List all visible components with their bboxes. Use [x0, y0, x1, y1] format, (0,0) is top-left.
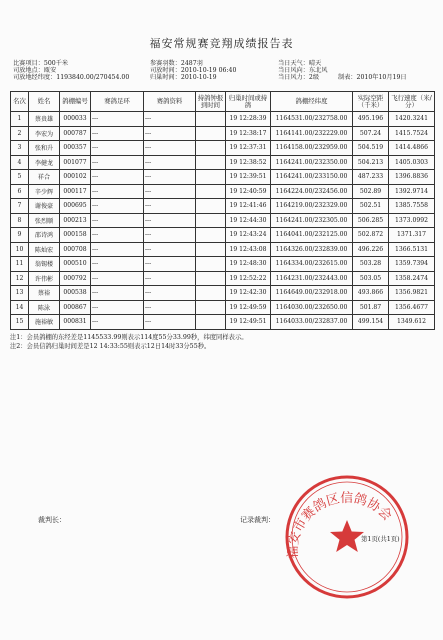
column-header: 实际空距（千米） [353, 92, 389, 112]
rank-cell: 13 [11, 286, 29, 301]
chief-judge-label: 裁判长： [38, 516, 66, 524]
speed-cell: 1356.9821 [389, 286, 435, 301]
speed-cell: 1420.3241 [389, 112, 435, 127]
loft-number-cell: 000538 [60, 286, 91, 301]
loft-number-cell: 000831 [60, 315, 91, 330]
rank-cell: 3 [11, 141, 29, 156]
ring-cell: --- [91, 286, 144, 301]
bird-info-cell: --- [144, 228, 196, 243]
arrival-time-cell: 19 12:42:30 [226, 286, 271, 301]
arrival-time-cell: 19 12:38:17 [226, 126, 271, 141]
loft-number-cell: 000102 [60, 170, 91, 185]
loft-number-cell: 000213 [60, 213, 91, 228]
bird-info-cell: --- [144, 112, 196, 127]
clock-time-cell [196, 271, 226, 286]
table-row [11, 300, 435, 315]
loft-coords-cell: 1164241.00/232350.00 [271, 155, 353, 170]
loft-coords-cell: 1164326.00/232839.00 [271, 242, 353, 257]
speed-cell: 1359.7394 [389, 257, 435, 272]
column-header: 飞行速度（米/分） [389, 92, 435, 112]
rank-cell: 15 [11, 315, 29, 330]
name-cell: 张烈顺 [29, 213, 60, 228]
loft-number-cell: 000708 [60, 242, 91, 257]
rank-cell: 8 [11, 213, 29, 228]
speed-cell: 1349.612 [389, 315, 435, 330]
table-row [11, 271, 435, 286]
distance-cell: 487.233 [353, 170, 389, 185]
loft-coords-cell: 1164649.00/232918.00 [271, 286, 353, 301]
table-row [11, 170, 435, 185]
bird-info-cell: --- [144, 126, 196, 141]
name-cell: 邵诗鸿 [29, 228, 60, 243]
name-cell: 许伟彬 [29, 271, 60, 286]
loft-number-cell: 000117 [60, 184, 91, 199]
rank-cell: 1 [11, 112, 29, 127]
loft-number-cell: 000867 [60, 300, 91, 315]
bird-info-cell: --- [144, 286, 196, 301]
name-cell: 辛少辉 [29, 184, 60, 199]
bird-info-cell: --- [144, 213, 196, 228]
clock-time-cell [196, 141, 226, 156]
clock-time-cell [196, 228, 226, 243]
arrival-time-cell: 19 12:49:59 [226, 300, 271, 315]
distance-cell: 507.24 [353, 126, 389, 141]
table-row [11, 126, 435, 141]
arrival-time-cell: 19 12:39:51 [226, 170, 271, 185]
table-row [11, 199, 435, 214]
speed-cell: 1385.7558 [389, 199, 435, 214]
clock-time-cell [196, 315, 226, 330]
clock-time-cell [196, 300, 226, 315]
loft-number-cell: 000158 [60, 228, 91, 243]
name-cell: 李健龙 [29, 155, 60, 170]
arrival-time-cell: 19 12:44:30 [226, 213, 271, 228]
loft-coords-cell: 1164219.00/232329.00 [271, 199, 353, 214]
table-row [11, 141, 435, 156]
distance-cell: 502.51 [353, 199, 389, 214]
report-title: 福安常规赛竞翔成绩报告表 [149, 37, 294, 50]
clock-time-cell [196, 112, 226, 127]
association-seal [272, 462, 422, 612]
table-row [11, 228, 435, 243]
rank-cell: 6 [11, 184, 29, 199]
table-row [11, 242, 435, 257]
distance-cell: 501.87 [353, 300, 389, 315]
distance-cell: 493.866 [353, 286, 389, 301]
arrival-time-cell: 19 12:40:59 [226, 184, 271, 199]
loft-coords-cell: 1164158.00/232959.00 [271, 141, 353, 156]
speed-cell: 1373.0992 [389, 213, 435, 228]
column-header: 持鸽钟报到时间 [196, 92, 226, 112]
bird-info-cell: --- [144, 199, 196, 214]
speed-cell: 1405.0303 [389, 155, 435, 170]
clock-time-cell [196, 184, 226, 199]
page-number: 第1页(共1页) [361, 535, 400, 543]
ring-cell: --- [91, 300, 144, 315]
speed-cell: 1414.4866 [389, 141, 435, 156]
bird-info-cell: --- [144, 300, 196, 315]
clock-time-cell [196, 126, 226, 141]
table-row [11, 184, 435, 199]
speed-cell: 1366.5131 [389, 242, 435, 257]
name-cell: 翁锡楼 [29, 257, 60, 272]
rank-cell: 10 [11, 242, 29, 257]
speed-cell: 1371.317 [389, 228, 435, 243]
distance-cell: 503.05 [353, 271, 389, 286]
arrival-time-cell: 19 12:48:30 [226, 257, 271, 272]
loft-coords-cell: 1164334.00/232615.00 [271, 257, 353, 272]
name-cell: 祥合 [29, 170, 60, 185]
recorder-judge-label: 记录裁判： [240, 516, 275, 524]
arrival-time-cell: 19 12:28:39 [226, 112, 271, 127]
results-body [11, 112, 435, 330]
ring-cell: --- [91, 141, 144, 156]
results-table [10, 91, 435, 330]
wind-direction: 当日风向：东北风 [278, 67, 328, 74]
table-row [11, 286, 435, 301]
loft-coords-cell: 1164241.00/233150.00 [271, 170, 353, 185]
speed-cell: 1356.4677 [389, 300, 435, 315]
loft-number-cell: 000695 [60, 199, 91, 214]
note-line: 注2：会员信鸽归巢时间差是12 14:33:55则表示12日14时33分55秒。 [10, 342, 211, 350]
table-header-row [11, 92, 435, 112]
arrival-time-cell: 19 12:37:31 [226, 141, 271, 156]
ring-cell: --- [91, 184, 144, 199]
clock-time-cell [196, 257, 226, 272]
weather: 当日天气：晴天 [278, 60, 322, 67]
loft-coords-cell: 1164224.00/232456.00 [271, 184, 353, 199]
column-header: 姓名 [29, 92, 60, 112]
speed-cell: 1358.2474 [389, 271, 435, 286]
loft-number-cell: 000357 [60, 141, 91, 156]
ring-cell: --- [91, 112, 144, 127]
speed-cell: 1415.7524 [389, 126, 435, 141]
arrival-time-cell: 19 12:49:51 [226, 315, 271, 330]
column-header: 赛鸽资料 [144, 92, 196, 112]
column-header: 鸽棚经纬度 [271, 92, 353, 112]
table-row [11, 257, 435, 272]
distance-cell: 502.89 [353, 184, 389, 199]
table-row [11, 112, 435, 127]
table-row [11, 213, 435, 228]
clock-time-cell [196, 213, 226, 228]
rank-cell: 9 [11, 228, 29, 243]
ring-cell: --- [91, 271, 144, 286]
loft-number-cell: 000033 [60, 112, 91, 127]
name-cell: 陈灿宏 [29, 242, 60, 257]
column-header: 赛鸽足环 [91, 92, 144, 112]
ring-cell: --- [91, 126, 144, 141]
name-cell: 谢俊豪 [29, 199, 60, 214]
loft-number-cell: 000792 [60, 271, 91, 286]
release-time: 司放时间：2010-10-19 06:40 [150, 67, 237, 74]
clock-time-cell [196, 199, 226, 214]
loft-coords-cell: 1164030.00/232650.00 [271, 300, 353, 315]
loft-coords-cell: 1164231.00/232443.00 [271, 271, 353, 286]
clock-time-cell [196, 155, 226, 170]
rank-cell: 4 [11, 155, 29, 170]
column-header: 名次 [11, 92, 29, 112]
loft-coords-cell: 1164241.00/232305.00 [271, 213, 353, 228]
race-distance: 比赛项目：500千米 [13, 60, 69, 67]
ring-cell: --- [91, 242, 144, 257]
speed-cell: 1396.8836 [389, 170, 435, 185]
rank-cell: 12 [11, 271, 29, 286]
arrival-time-cell: 19 12:52:22 [226, 271, 271, 286]
arrival-time-cell: 19 12:43:08 [226, 242, 271, 257]
loft-coords-cell: 1164033.00/232837.00 [271, 315, 353, 330]
name-cell: 李宏为 [29, 126, 60, 141]
bird-info-cell: --- [144, 271, 196, 286]
column-header: 鸽棚编号 [60, 92, 91, 112]
seal-lettering: 福安市赛鸽区信鸽协会 [285, 491, 395, 559]
table-row [11, 155, 435, 170]
rank-cell: 11 [11, 257, 29, 272]
table-row [11, 315, 435, 330]
name-cell: 施裕敏 [29, 315, 60, 330]
loft-coords-cell: 1164141.00/232229.00 [271, 126, 353, 141]
release-coordinates: 司放地经纬度：1193840.00/270454.00 [13, 74, 130, 81]
distance-cell: 504.213 [353, 155, 389, 170]
distance-cell: 503.28 [353, 257, 389, 272]
release-site: 司放地点：瓯安 [13, 67, 57, 74]
column-header: 归巢时间或持鸽 [226, 92, 271, 112]
bird-info-cell: --- [144, 257, 196, 272]
ring-cell: --- [91, 315, 144, 330]
bird-info-cell: --- [144, 155, 196, 170]
bird-info-cell: --- [144, 184, 196, 199]
arrival-time-cell: 19 12:43:24 [226, 228, 271, 243]
clock-time-cell [196, 170, 226, 185]
bird-info-cell: --- [144, 242, 196, 257]
distance-cell: 495.196 [353, 112, 389, 127]
ring-cell: --- [91, 170, 144, 185]
arrival-time-cell: 19 12:38:52 [226, 155, 271, 170]
loft-coords-cell: 1164041.00/232125.00 [271, 228, 353, 243]
loft-number-cell: 001077 [60, 155, 91, 170]
bird-info-cell: --- [144, 141, 196, 156]
loft-number-cell: 000510 [60, 257, 91, 272]
name-cell: 陈泳 [29, 300, 60, 315]
wind-force: 当日风力：2级 [278, 74, 320, 81]
notes-block [10, 334, 248, 351]
distance-cell: 496.226 [353, 242, 389, 257]
ring-cell: --- [91, 257, 144, 272]
bird-info-cell: --- [144, 170, 196, 185]
bird-info-cell: --- [144, 315, 196, 330]
distance-cell: 499.154 [353, 315, 389, 330]
ring-cell: --- [91, 199, 144, 214]
note-line: 注1：会员鸽棚的东经差是1145533.99则表示114度55分33.99秒，纬度同样表示。 [10, 334, 248, 341]
rank-cell: 2 [11, 126, 29, 141]
entries-count: 参赛羽数：2487羽 [150, 60, 203, 67]
name-cell: 张和升 [29, 141, 60, 156]
rank-cell: 7 [11, 199, 29, 214]
seal-star [330, 520, 364, 552]
name-cell: 蔡裕 [29, 286, 60, 301]
rank-cell: 14 [11, 300, 29, 315]
ring-cell: --- [91, 213, 144, 228]
clock-time-cell [196, 242, 226, 257]
loft-coords-cell: 1164531.00/232758.00 [271, 112, 353, 127]
rank-cell: 5 [11, 170, 29, 185]
report-date: 制表：2010年10月19日 [338, 74, 407, 81]
distance-cell: 506.285 [353, 213, 389, 228]
loft-number-cell: 000787 [60, 126, 91, 141]
ring-cell: --- [91, 228, 144, 243]
speed-cell: 1392.9714 [389, 184, 435, 199]
homing-date: 归巢时间：2010-10-19 [150, 74, 217, 81]
name-cell: 蔡贵雄 [29, 112, 60, 127]
arrival-time-cell: 19 12:41:46 [226, 199, 271, 214]
distance-cell: 504.519 [353, 141, 389, 156]
ring-cell: --- [91, 155, 144, 170]
clock-time-cell [196, 286, 226, 301]
distance-cell: 502.872 [353, 228, 389, 243]
